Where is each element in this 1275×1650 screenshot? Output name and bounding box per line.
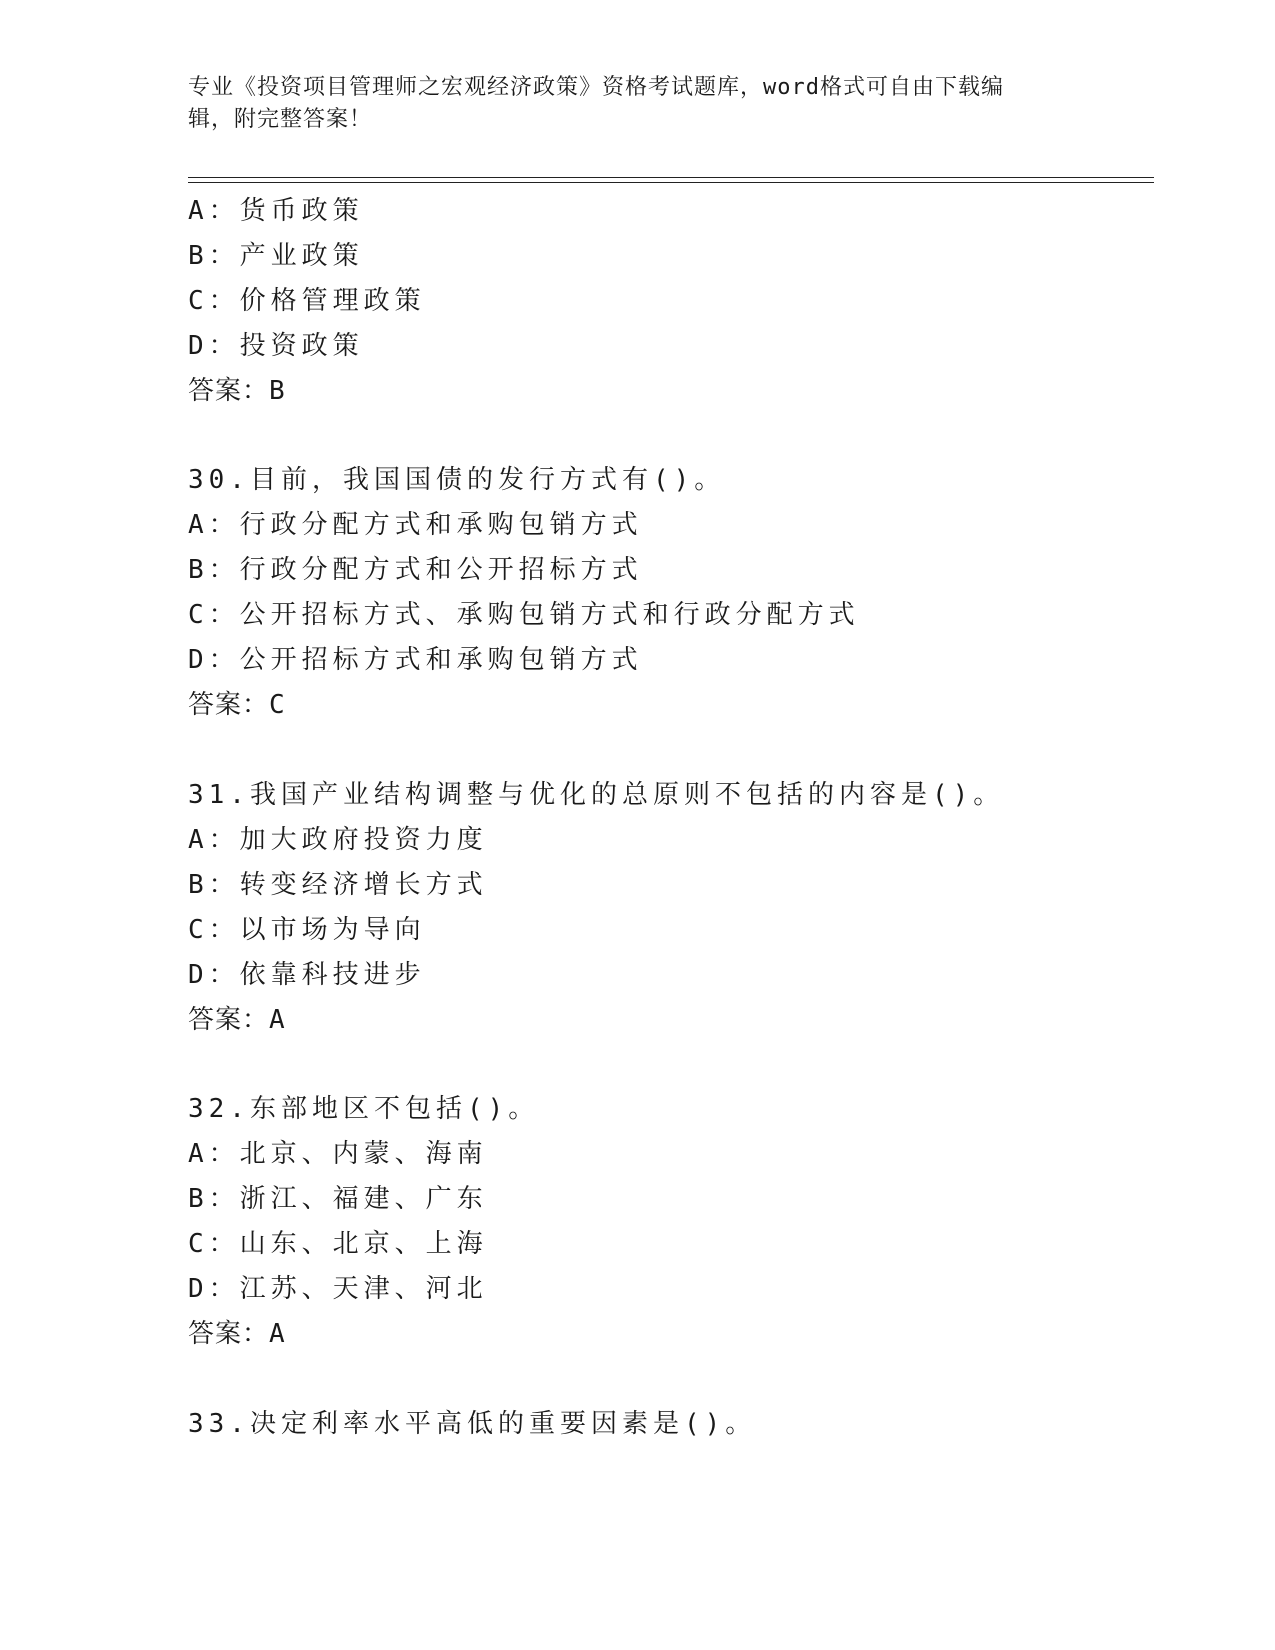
answer-value: A — [269, 1319, 286, 1349]
question-30: 30.目前，我国国债的发行方式有()。 — [188, 465, 726, 495]
question-31: 31.我国产业结构调整与优化的总原则不包括的内容是()。 — [188, 780, 1005, 810]
option-b: B：产业政策 — [188, 241, 364, 271]
question-33: 33.决定利率水平高低的重要因素是()。 — [188, 1409, 757, 1439]
option-d: D：公开招标方式和承购包销方式 — [188, 645, 643, 675]
option-c: C：以市场为导向 — [188, 915, 426, 945]
header-line-2: 辑，附完整答案！ — [188, 107, 373, 132]
answer-label: 答案： — [188, 690, 270, 720]
answer-label: 答案： — [188, 1005, 270, 1035]
answer-value: B — [269, 376, 286, 406]
header-divider-bottom — [188, 182, 1154, 183]
option-b: B：行政分配方式和公开招标方式 — [188, 555, 643, 585]
answer-line — [188, 688, 286, 722]
answer-value: C — [269, 690, 286, 720]
option-d: D：江苏、天津、河北 — [188, 1274, 488, 1304]
answer-label: 答案： — [188, 376, 270, 406]
header-divider-top — [188, 177, 1154, 178]
answer-line — [188, 1003, 286, 1037]
answer-line — [188, 374, 286, 408]
option-c: C：价格管理政策 — [188, 286, 426, 316]
question-32: 32.东部地区不包括()。 — [188, 1094, 540, 1124]
document-header — [188, 72, 1068, 136]
option-a: A：北京、内蒙、海南 — [188, 1139, 488, 1169]
option-a: A：行政分配方式和承购包销方式 — [188, 510, 643, 540]
header-line-1: 专业《投资项目管理师之宏观经济政策》资格考试题库，word格式可自由下载编 — [188, 75, 1004, 100]
option-a: A：货币政策 — [188, 196, 364, 226]
option-d: D：依靠科技进步 — [188, 960, 426, 990]
option-c: C：公开招标方式、承购包销方式和行政分配方式 — [188, 600, 860, 630]
option-c: C：山东、北京、上海 — [188, 1229, 488, 1259]
answer-line — [188, 1317, 286, 1351]
option-a: A：加大政府投资力度 — [188, 825, 488, 855]
option-d: D：投资政策 — [188, 331, 364, 361]
option-b: B：转变经济增长方式 — [188, 870, 488, 900]
answer-label: 答案： — [188, 1319, 270, 1349]
option-b: B：浙江、福建、广东 — [188, 1184, 488, 1214]
answer-value: A — [269, 1005, 286, 1035]
